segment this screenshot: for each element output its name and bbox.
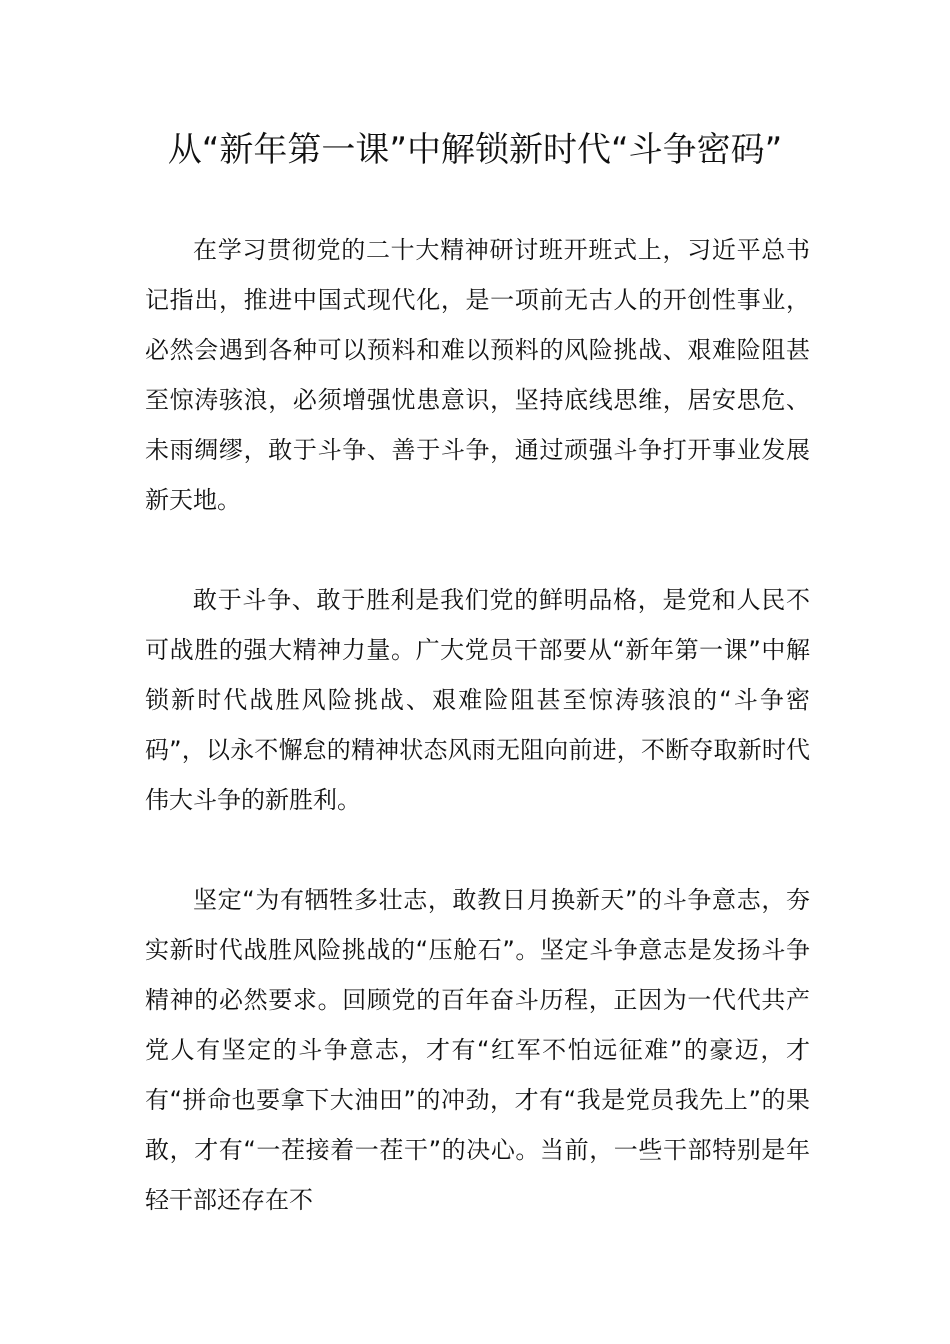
paragraph-3: 坚定“为有牺牲多壮志，敢教日月换新天”的斗争意志，夯实新时代战胜风险挑战的“压舱石”。坚定斗争意志是发扬斗争精神的必然要求。回顾党的百年奋斗历程，正因为一代代共产党人有坚定的斗争意志，才有“红军不怕远征难”的豪迈，才有“拼命也要拿下大油田”的冲劲，才有“我是党员我先上”的果敢，才有“一茬接着一茬干”的决心。当前，一些干部特别是年轻干部还存在不 xyxy=(145,886,810,1214)
document-body xyxy=(145,225,810,1225)
document-title: 从“新年第一课”中解锁新时代“斗争密码” xyxy=(167,130,783,170)
paragraph-1: 在学习贯彻党的二十大精神研讨班开班式上，习近平总书记指出，推进中国式现代化，是一项前无古人的开创性事业，必然会遇到各种可以预料和难以预料的风险挑战、艰难险阻甚至惊涛骇浪，必须增强忧患意识，坚持底线思维，居安思危、未雨绸缪，敢于斗争、善于斗争，通过顽强斗争打开事业发展新天地。 xyxy=(145,236,810,514)
paragraph-2: 敢于斗争、敢于胜利是我们党的鲜明品格，是党和人民不可战胜的强大精神力量。广大党员干部要从“新年第一课”中解锁新时代战胜风险挑战、艰难险阻甚至惊涛骇浪的“斗争密码”，以永不懈怠的精神状态风雨无阻向前进，不断夺取新时代伟大斗争的新胜利。 xyxy=(145,586,810,814)
